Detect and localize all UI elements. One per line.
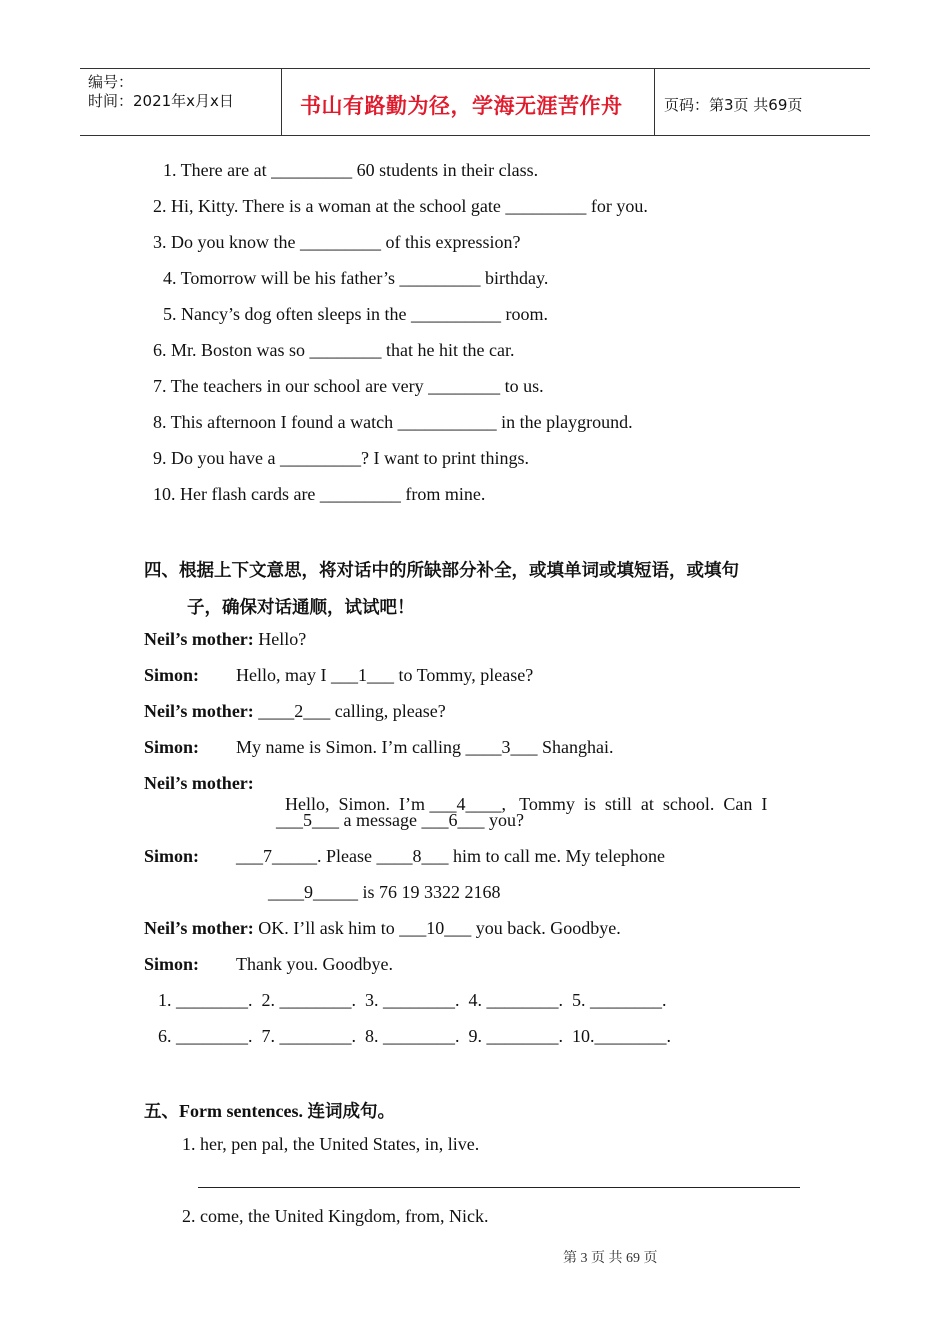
s3-item-9: 9. Do you have a _________? I want to print things. (153, 448, 529, 468)
dialog-line-2 (236, 665, 533, 686)
s3-item-2: 2. Hi, Kitty. There is a woman at the school gate _________ for you. (153, 196, 648, 216)
s3-item-6: 6. Mr. Boston was so ________ that he hit the car. (153, 340, 515, 360)
dialog-line-5 (276, 773, 767, 815)
dialog-text: calling, please? (330, 701, 446, 721)
speaker: Neil’s mother: (144, 701, 254, 721)
dialog-line-8: Thank you. Goodbye. (236, 954, 393, 974)
s3-item-1: 1. There are at _________ 60 students in their class. (163, 160, 539, 180)
header-page-label: 页码：第3页 共69页 (664, 96, 803, 114)
dialog-text: Hello? (253, 629, 307, 649)
answer-line (198, 1187, 800, 1188)
speaker-simon: Simon: (144, 737, 200, 757)
s5-title-cn: 连词成句。 (307, 1102, 395, 1122)
dialog-text: to Tommy, please? (393, 665, 534, 685)
s5-title-en: Form sentences. (179, 1101, 308, 1121)
dialog-line-1 (144, 629, 306, 650)
s5-title-num: 五、 (144, 1102, 179, 1122)
header-motto: 书山有路勤为径，学海无涯苦作舟 (300, 94, 623, 118)
blank-3: ____3___ (465, 737, 538, 757)
blank-10: ___10___ (399, 918, 472, 938)
speaker-neils-mother: Neil’s mother: (144, 773, 254, 793)
s5-item-1: 1. her, pen pal, the United States, in, live. (182, 1134, 480, 1154)
dialog-text: OK. I’ll ask him to (253, 918, 400, 938)
speaker: Neil’s mother: (144, 629, 254, 649)
s3-item-5: 5. Nancy’s dog often sleeps in the __________ room. (163, 304, 548, 324)
answer-row-1: 1. ________. 2. ________. 3. ________. 4. ________. 5. ________. (158, 990, 667, 1010)
s5-item-2: 2. come, the United Kingdom, from, Nick. (182, 1206, 489, 1226)
s3-item-7: 7. The teachers in our school are very ________ to us. (153, 376, 544, 396)
blank-4: ___4____ (429, 794, 502, 814)
dialog-text: Hello, Simon. I’m (285, 794, 430, 814)
dialog-text: . Please (317, 846, 377, 866)
dialog-text: you back. Goodbye. (471, 918, 621, 938)
dialog-text: Shanghai. (537, 737, 614, 757)
blank-9: ____9_____ (268, 882, 358, 902)
s3-item-3: 3. Do you know the _________ of this expression? (153, 232, 521, 252)
dialog-text: you? (484, 810, 524, 830)
speaker-simon: Simon: (144, 665, 200, 685)
header-top-border (80, 68, 870, 69)
dialog-line-5b (276, 810, 524, 831)
header-divider-right (654, 68, 655, 135)
dialog-line-3 (144, 701, 446, 722)
header-number-label: 编号： (88, 73, 134, 91)
answer-row-2: 6. ________. 7. ________. 8. ________. 9. ________. 10.________. (158, 1026, 671, 1046)
header-date-label: 时间：2021年x月x日 (88, 92, 234, 110)
dialog-text: him to call me. My telephone (448, 846, 665, 866)
dialog-line-6b (268, 882, 501, 903)
header-divider-left (281, 68, 282, 135)
speaker-simon: Simon: (144, 846, 200, 866)
s4-title-line2: 子，确保对话通顺，试试吧！ (187, 598, 415, 618)
blank-6: ___6___ (421, 810, 485, 830)
dialog-line-7 (144, 918, 621, 939)
blank-1: ___1___ (330, 665, 394, 685)
header-bottom-border (80, 135, 870, 136)
dialog-text: , Tommy is still at school. Can I (501, 794, 768, 814)
s3-item-10: 10. Her flash cards are _________ from mine. (153, 484, 486, 504)
dialog-text: a message (339, 810, 422, 830)
s5-title (144, 1098, 395, 1123)
dialog-line-4 (236, 737, 613, 758)
blank-8: ____8___ (376, 846, 449, 866)
blank-5: ___5___ (276, 810, 339, 830)
speaker: Neil’s mother: (144, 918, 254, 938)
blank-7: ___7_____ (236, 846, 317, 866)
speaker-simon: Simon: (144, 954, 200, 974)
page-footer: 第 3 页 共 69 页 (563, 1251, 658, 1266)
s3-item-4: 4. Tomorrow will be his father’s _________ birthday. (163, 268, 549, 288)
dialog-line-6 (236, 846, 665, 867)
s4-title-line1: 四、根据上下文意思，将对话中的所缺部分补全，或填单词或填短语，或填句 (144, 561, 739, 581)
dialog-text: My name is Simon. I’m calling (236, 737, 466, 757)
s3-item-8: 8. This afternoon I found a watch ___________ in the playground. (153, 412, 633, 432)
blank-2: ____2___ (253, 701, 331, 721)
dialog-text: Hello, may I (236, 665, 331, 685)
dialog-text: is 76 19 3322 2168 (358, 882, 501, 902)
